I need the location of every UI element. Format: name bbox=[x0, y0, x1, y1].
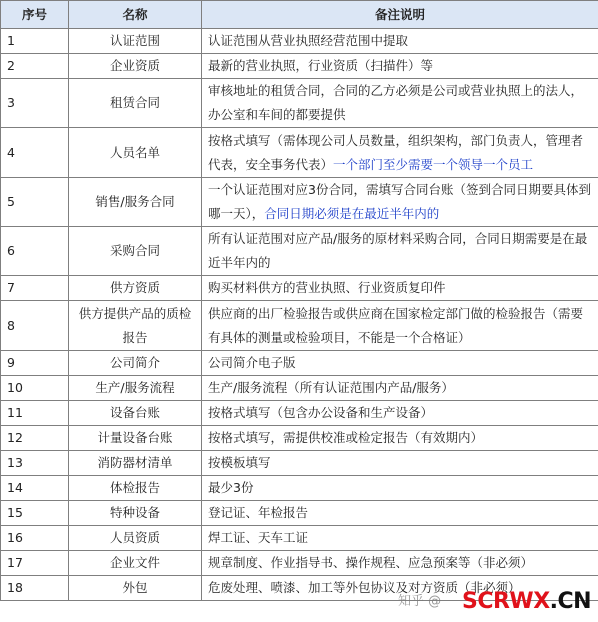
header-no: 序号 bbox=[1, 1, 69, 29]
row-number: 9 bbox=[1, 351, 69, 376]
row-note bbox=[202, 401, 598, 426]
row-name: 设备台账 bbox=[69, 401, 202, 426]
row-note-text: 按格式填写（包含办公设备和生产设备） bbox=[208, 405, 434, 420]
table-row bbox=[1, 351, 598, 376]
row-note-highlight: 一个部门至少需要一个领导一个员工 bbox=[333, 156, 534, 172]
row-name: 销售/服务合同 bbox=[69, 178, 202, 227]
row-note bbox=[202, 526, 598, 551]
row-name: 企业资质 bbox=[69, 54, 202, 79]
row-name: 外包 bbox=[69, 576, 202, 601]
row-note bbox=[202, 376, 598, 401]
row-number: 6 bbox=[1, 227, 69, 276]
table-row bbox=[1, 276, 598, 301]
row-note bbox=[202, 79, 598, 128]
row-note bbox=[202, 178, 598, 227]
row-note-text: 生产/服务流程（所有认证范围内产品/服务） bbox=[208, 380, 454, 395]
row-note-text: 登记证、年检报告 bbox=[208, 505, 309, 520]
site-watermark-part2: .CN bbox=[549, 589, 592, 614]
row-number: 1 bbox=[1, 29, 69, 54]
row-note bbox=[202, 551, 598, 576]
row-number: 16 bbox=[1, 526, 69, 551]
row-number: 8 bbox=[1, 301, 69, 351]
row-name: 租赁合同 bbox=[69, 79, 202, 128]
table-row bbox=[1, 426, 598, 451]
row-name: 消防器材清单 bbox=[69, 451, 202, 476]
row-number: 5 bbox=[1, 178, 69, 227]
row-note-text: 按格式填写（需体现公司人员数量，组织架构，部门负责人，管理者代表，安全事务代表） bbox=[208, 132, 584, 172]
row-note-text: 所有认证范围对应产品/服务的原材料采购合同，合同日期需要是在最近半年内的 bbox=[208, 231, 588, 270]
table-row bbox=[1, 551, 598, 576]
row-note bbox=[202, 351, 598, 376]
row-note-text: 最少3份 bbox=[208, 480, 254, 495]
header-row bbox=[1, 1, 598, 29]
zhihu-watermark: 知乎 @ bbox=[398, 594, 442, 609]
site-watermark-logo bbox=[462, 589, 591, 614]
row-note-text: 认证范围从营业执照经营范围中提取 bbox=[208, 33, 409, 48]
row-number: 4 bbox=[1, 128, 69, 178]
row-number: 7 bbox=[1, 276, 69, 301]
table-row bbox=[1, 301, 598, 351]
table-body bbox=[1, 29, 598, 601]
table-row bbox=[1, 476, 598, 501]
row-number: 10 bbox=[1, 376, 69, 401]
row-note-text: 一个认证范围对应3份合同，需填写合同台账（签到合同日期要具体到哪一天）， bbox=[208, 182, 591, 221]
table-row bbox=[1, 79, 598, 128]
row-number: 15 bbox=[1, 501, 69, 526]
table-row bbox=[1, 54, 598, 79]
row-note bbox=[202, 128, 598, 178]
table-row bbox=[1, 29, 598, 54]
table-row bbox=[1, 376, 598, 401]
row-number: 13 bbox=[1, 451, 69, 476]
row-number: 17 bbox=[1, 551, 69, 576]
row-name: 特种设备 bbox=[69, 501, 202, 526]
row-note bbox=[202, 227, 598, 276]
row-name: 人员资质 bbox=[69, 526, 202, 551]
row-name: 供方提供产品的质检报告 bbox=[69, 301, 202, 351]
row-note-text: 危废处理、喷漆、加工等外包协议及对方资质（非必须） bbox=[208, 580, 521, 595]
row-note bbox=[202, 301, 598, 351]
row-note bbox=[202, 501, 598, 526]
row-note bbox=[202, 451, 598, 476]
row-name: 计量设备台账 bbox=[69, 426, 202, 451]
header-name: 名称 bbox=[69, 1, 202, 29]
row-note bbox=[202, 426, 598, 451]
row-name: 公司简介 bbox=[69, 351, 202, 376]
row-number: 11 bbox=[1, 401, 69, 426]
row-name: 人员名单 bbox=[69, 128, 202, 178]
row-number: 2 bbox=[1, 54, 69, 79]
row-note-text: 公司简介电子版 bbox=[208, 355, 296, 370]
row-number: 3 bbox=[1, 79, 69, 128]
row-note-text: 规章制度、作业指导书、操作规程、应急预案等（非必须） bbox=[208, 555, 534, 570]
table-row bbox=[1, 526, 598, 551]
row-name: 采购合同 bbox=[69, 227, 202, 276]
table-row bbox=[1, 178, 598, 227]
table-row bbox=[1, 227, 598, 276]
row-note bbox=[202, 29, 598, 54]
row-note-highlight: 合同日期必须是在最近半年内的 bbox=[264, 206, 440, 221]
row-number: 18 bbox=[1, 576, 69, 601]
row-note-text: 购买材料供方的营业执照、行业资质复印件 bbox=[208, 280, 446, 295]
row-number: 12 bbox=[1, 426, 69, 451]
row-note-text: 按格式填写，需提供校准或检定报告（有效期内） bbox=[208, 430, 484, 445]
row-note bbox=[202, 476, 598, 501]
table-row bbox=[1, 451, 598, 476]
header-note: 备注说明 bbox=[202, 1, 598, 29]
row-note-text: 供应商的出厂检验报告或供应商在国家检定部门做的检验报告（需要有具体的测量或检验项目，不能是一个合格证） bbox=[208, 305, 584, 345]
row-name: 认证范围 bbox=[69, 29, 202, 54]
row-note-text: 按模板填写 bbox=[208, 455, 271, 470]
row-note bbox=[202, 54, 598, 79]
table-row bbox=[1, 401, 598, 426]
table-row bbox=[1, 128, 598, 178]
row-number: 14 bbox=[1, 476, 69, 501]
site-watermark-part1: SCRWX bbox=[462, 589, 550, 614]
row-name: 生产/服务流程 bbox=[69, 376, 202, 401]
row-name: 企业文件 bbox=[69, 551, 202, 576]
row-name: 体检报告 bbox=[69, 476, 202, 501]
row-note-text: 审核地址的租赁合同，合同的乙方必须是公司或营业执照上的法人，办公室和车间的都要提供 bbox=[208, 83, 584, 122]
row-name: 供方资质 bbox=[69, 276, 202, 301]
row-note-text: 焊工证、天车工证 bbox=[208, 530, 309, 545]
table-row bbox=[1, 501, 598, 526]
row-note bbox=[202, 276, 598, 301]
row-note-text: 最新的营业执照，行业资质（扫描件）等 bbox=[208, 58, 434, 73]
